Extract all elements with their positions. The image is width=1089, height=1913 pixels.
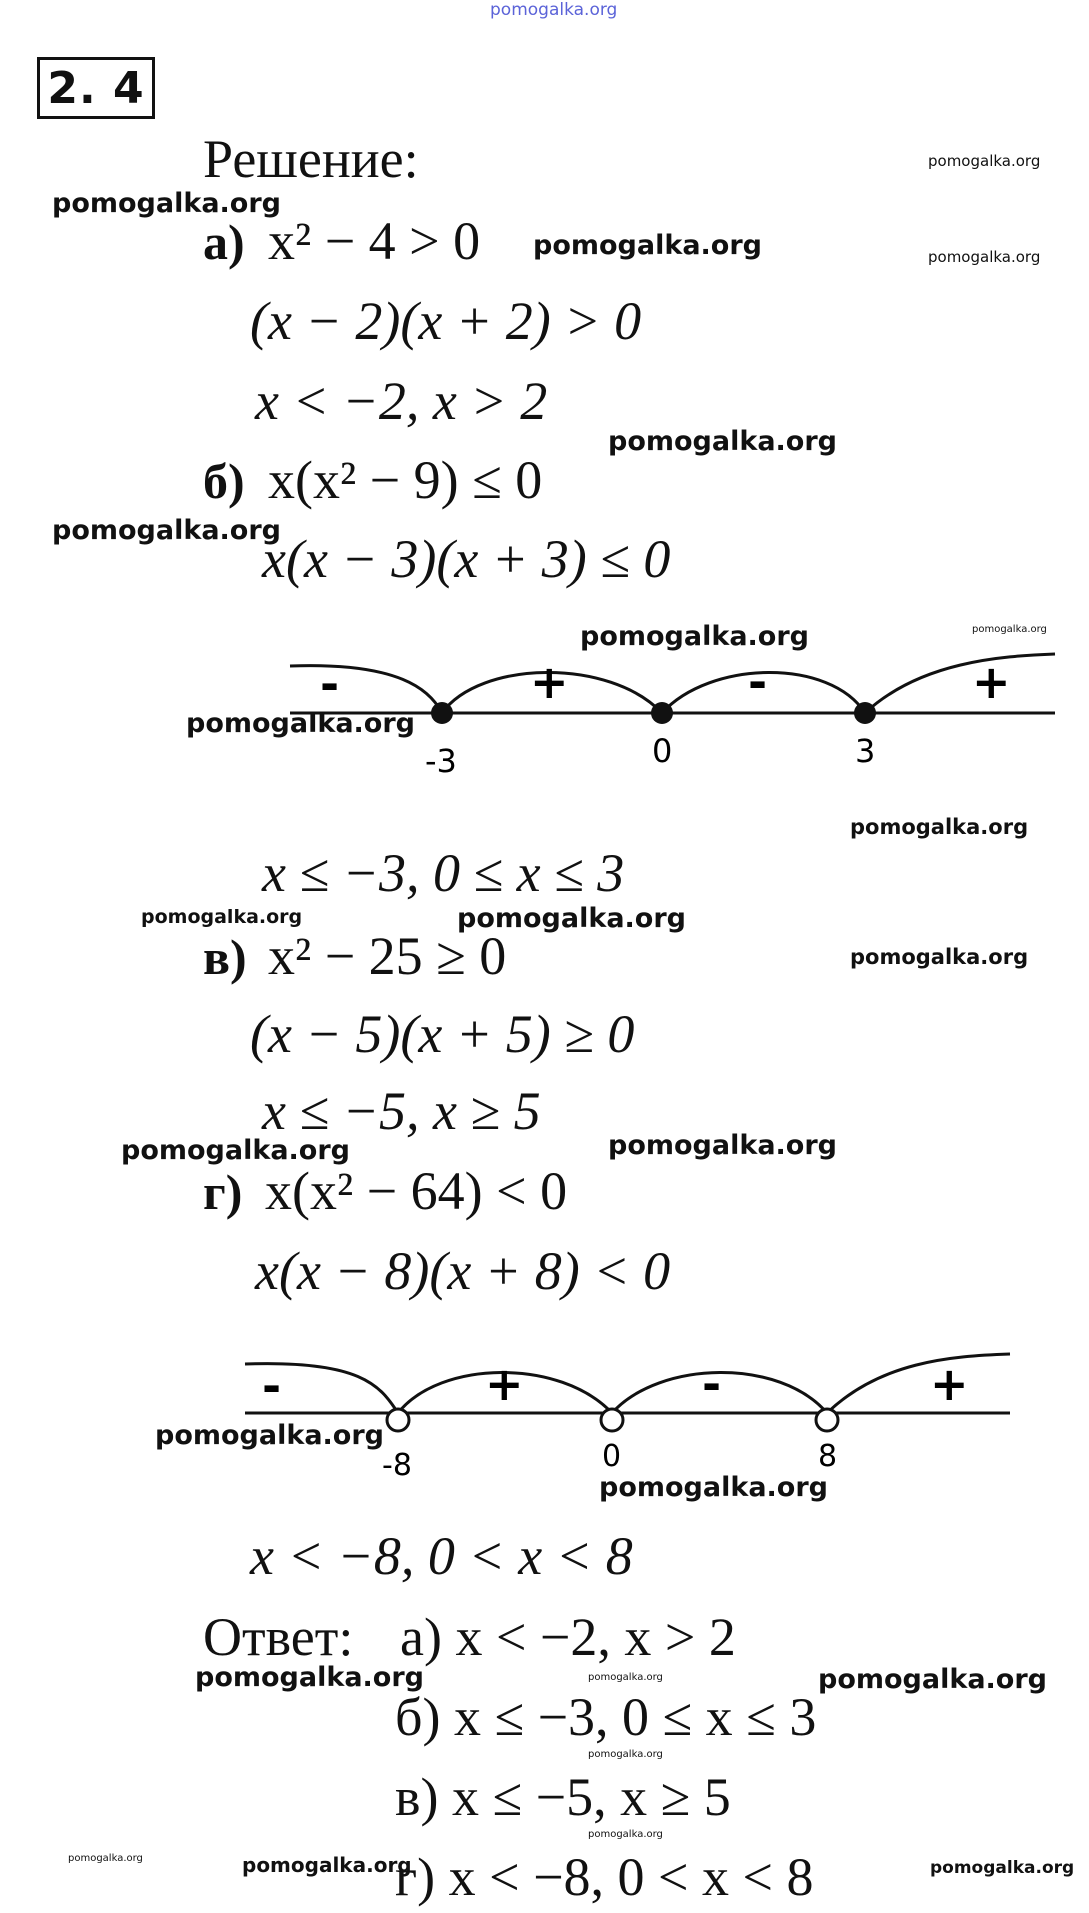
watermark: pomogalka.org: [930, 1858, 1075, 1878]
watermark: pomogalka.org: [588, 1829, 663, 1840]
watermark: pomogalka.org: [121, 1135, 350, 1166]
watermark: pomogalka.org: [457, 903, 686, 934]
watermark: pomogalka.org: [850, 815, 1029, 839]
part-v-line3: x ≤ −5, x ≥ 5: [262, 1081, 541, 1141]
watermark: pomogalka.org: [141, 906, 303, 928]
part-g-label: г): [203, 1164, 243, 1220]
watermark: pomogalka.org: [155, 1420, 384, 1451]
watermark: pomogalka.org: [928, 248, 1041, 266]
watermark: pomogalka.org: [580, 621, 809, 652]
part-v-line2: (x − 5)(x + 5) ≥ 0: [250, 1004, 635, 1064]
part-g-line1: x(x² − 64) < 0: [265, 1161, 568, 1221]
part-a-line1: x² − 4 > 0: [268, 211, 481, 271]
part-a-line3: x < −2, x > 2: [255, 371, 548, 431]
answer-g: г) x < −8, 0 < x < 8: [395, 1847, 814, 1907]
watermark: pomogalka.org: [608, 426, 837, 457]
sign-label: +: [530, 655, 569, 709]
number-line-2: [240, 1340, 1020, 1490]
part-b-result: x ≤ −3, 0 ≤ x ≤ 3: [262, 843, 625, 903]
sign-label: +: [930, 1357, 969, 1411]
part-g-result: x < −8, 0 < x < 8: [250, 1526, 633, 1586]
sign-label: -: [262, 1359, 282, 1413]
part-g-line2: x(x − 8)(x + 8) < 0: [255, 1241, 671, 1301]
point-label: 3: [855, 732, 876, 770]
part-b-label: б): [203, 453, 245, 509]
watermark: pomogalka.org: [195, 1662, 424, 1693]
watermark: pomogalka.org: [186, 708, 415, 739]
point-marker: [431, 702, 453, 724]
watermark: pomogalka.org: [242, 1853, 412, 1877]
point-marker: [601, 1409, 623, 1431]
answer-v: в) x ≤ −5, x ≥ 5: [395, 1767, 731, 1827]
watermark: pomogalka.org: [850, 945, 1029, 969]
watermark: pomogalka.org: [818, 1664, 1047, 1695]
point-label: -3: [425, 742, 457, 780]
solution-heading: Решение:: [203, 129, 419, 189]
watermark: pomogalka.org: [608, 1130, 837, 1161]
point-marker: [651, 702, 673, 724]
sign-label: +: [485, 1357, 524, 1411]
part-v-line1: x² − 25 ≥ 0: [268, 926, 507, 986]
watermark: pomogalka.org: [588, 1672, 663, 1683]
part-a-line2: (x − 2)(x + 2) > 0: [250, 291, 642, 351]
watermark: pomogalka.org: [52, 188, 281, 219]
point-marker: [816, 1409, 838, 1431]
watermark: pomogalka.org: [52, 515, 281, 546]
part-a-label: а): [203, 214, 245, 270]
point-label: 0: [652, 732, 673, 770]
watermark: pomogalka.org: [972, 624, 1047, 635]
watermark: pomogalka.org: [533, 230, 762, 261]
watermark: pomogalka.org: [588, 1749, 663, 1760]
point-marker: [854, 702, 876, 724]
point-label: 0: [602, 1439, 622, 1474]
task-number: 2. 4: [47, 62, 145, 114]
watermark: pomogalka.org: [68, 1853, 143, 1864]
part-b-line1: x(x² − 9) ≤ 0: [268, 450, 543, 510]
point-label: -8: [382, 1448, 412, 1483]
sign-label: -: [702, 1357, 722, 1411]
answer-b: б) x ≤ −3, 0 ≤ x ≤ 3: [395, 1687, 817, 1747]
point-label: 8: [818, 1439, 838, 1474]
watermark: pomogalka.org: [928, 152, 1041, 170]
part-b-line2: x(x − 3)(x + 3) ≤ 0: [262, 529, 671, 589]
watermark-top: pomogalka.org: [490, 0, 618, 20]
sign-label: -: [748, 655, 768, 709]
part-v-label: в): [203, 929, 247, 985]
task-number-box: [37, 57, 155, 119]
watermark: pomogalka.org: [599, 1472, 828, 1503]
sign-label: -: [320, 657, 340, 711]
point-marker: [387, 1409, 409, 1431]
answer-label: Ответ:: [203, 1607, 354, 1667]
answer-a: а) x < −2, x > 2: [400, 1607, 736, 1667]
sign-label: +: [972, 655, 1011, 709]
